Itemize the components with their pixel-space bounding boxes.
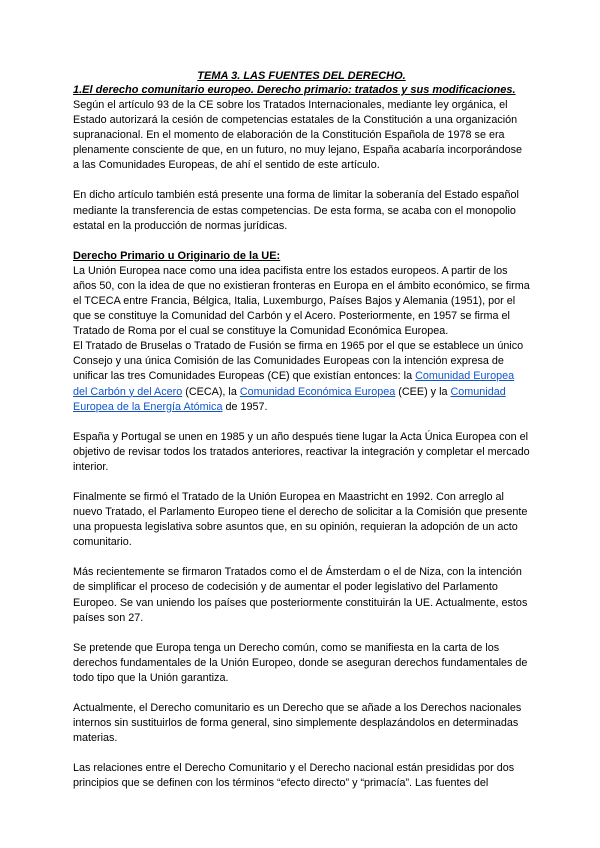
paragraph-derecho-comunitario: Actualmente, el Derecho comunitario es un Derecho que se añade a los Derechos nacionales internos sin sustituirlos de forma general, sino simplemente desplazándolos en determinadas materias. [73,702,522,745]
paragraph-article-93: Según el artículo 93 de la CE sobre los Tratados Internacionales, mediante ley orgánica, el Estado autorizará la cesión de competencias estatales de la Constitución a una organización supranacional. En el momento de elaboración de la Constitución Española de 1978 se era plenamente consciente de que, en un futuro, no muy lejano, España acabaría incorporándose a las Comunidades Europeas, de ahí el sentido de este artículo. [73,99,522,172]
paragraph-relaciones: Las relaciones entre el Derecho Comunitario y el Derecho nacional están presididas por dos principios que se definen con los términos “efecto directo” y “primacía”. Las fuentes del [73,762,515,790]
paragraph-soberania: En dicho artículo también está presente una forma de limitar la soberanía del Estado español mediante la transferencia de estas competencias. De esta forma, se acaba con el monopolio estatal en la producción de normas jurídicas. [73,189,519,232]
paragraph-text: de 1957. [222,400,268,413]
paragraph-text: (CEE) y la [395,385,451,398]
paragraph-text: (CECA), la [182,385,240,398]
link-ceca[interactable]: Comunidad Europea del Carbón y del Acero [73,370,515,398]
section-heading: 1.El derecho comunitario europeo. Derecho primario: tratados y sus modificaciones. [73,84,516,96]
paragraph-text: El Tratado de Bruselas o Tratado de Fusión se firma en 1965 por el que se establece un único Consejo y una única Comisión de las Comunidades Europeas con la intención expresa de unificar las tres Comunidades Europeas (CE) que existían entonces: la [73,340,524,383]
document-page [73,70,530,791]
link-cee[interactable]: Comunidad Económica Europea [239,385,396,398]
paragraph-amsterdam-niza: Más recientemente se firmaron Tratados como el de Ámsterdam o el de Niza, con la intención de simplificar el proceso de codecisión y de aumentar el poder legislativo del Parlamento Europeo. Se van uniendo los países que posteriormente constituirán la UE. Actualmente, estos países son 27. [73,566,528,624]
page-title: TEMA 3. LAS FUENTES DEL DERECHO. [197,70,406,82]
paragraph-espana-portugal: España y Portugal se unen en 1985 y un año después tiene lugar la Acta Única Europea con el objetivo de revisar todos los tratados anteriores, reactivar la integración y completar el mercado interior. [73,430,530,473]
link-euratom[interactable]: Comunidad Europea de la Energía Atómica [73,385,506,413]
paragraph-maastricht: Finalmente se firmó el Tratado de la Unión Europea en Maastricht en 1992. Con arreglo al nuevo Tratado, el Parlamento Europeo tiene el derecho de solicitar a la Comisión que presente una propuesta legislativa sobre asuntos que, en su opinión, requieran la adopción de un acto comunitario. [73,490,528,549]
paragraph-origen-ue: La Unión Europea nace como una idea pacifista entre los estados europeos. A partir de los años 50, con la idea de que no existieran fronteras en Europa en el ámbito económico, se firma el TCECA entre Francia, Bélgica, Italia, Luxemburgo, Países Bajos y Alemania (1951), por el que se constituye la Comunidad del Carbón y el Acero. Posteriormente, en 1957 se firma el Tratado de Roma por el cual se constituye la Comunidad Económica Europea. [73,264,530,338]
subheading-derecho-primario: Derecho Primario u Originario de la UE: [73,249,281,262]
paragraph-derecho-comun: Se pretende que Europa tenga un Derecho común, como se manifiesta en la carta de los derechos fundamentales de la Unión Europeo, donde se aseguran derechos fundamentales de todo tipo que la Unión garantiza. [73,641,528,684]
paragraph-tratado-bruselas [73,339,530,414]
